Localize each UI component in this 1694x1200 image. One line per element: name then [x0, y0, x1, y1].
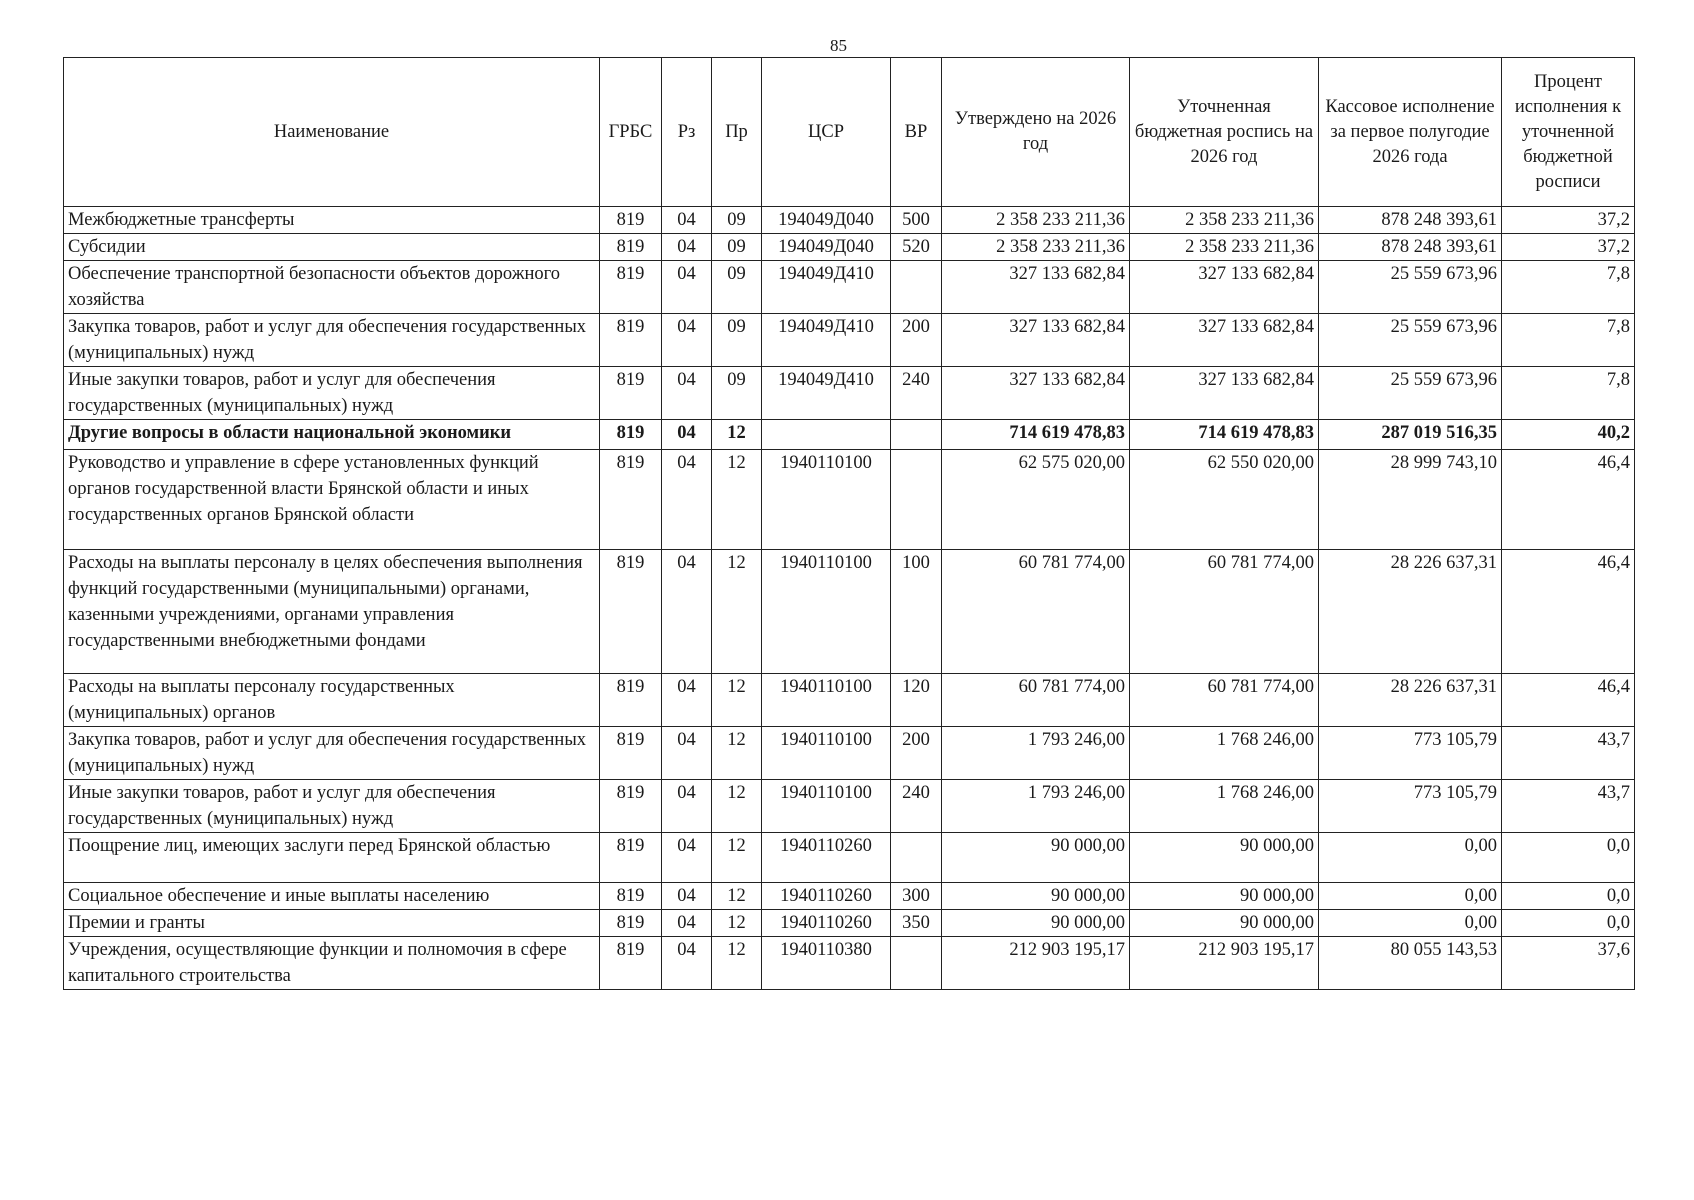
cell-percent: 7,8 [1502, 314, 1635, 367]
cell-csr: 194049Д040 [762, 207, 891, 234]
cell-vr: 350 [891, 910, 942, 937]
cell-rz: 04 [662, 550, 712, 674]
cell-cash: 878 248 393,61 [1319, 234, 1502, 261]
cell-vr: 200 [891, 727, 942, 780]
cell-refined: 2 358 233 211,36 [1130, 234, 1319, 261]
cell-rz: 04 [662, 883, 712, 910]
cell-grbs: 819 [600, 450, 662, 550]
cell-rz: 04 [662, 937, 712, 990]
cell-cash: 0,00 [1319, 833, 1502, 883]
cell-rz: 04 [662, 727, 712, 780]
cell-approved: 60 781 774,00 [942, 674, 1130, 727]
table-row [64, 367, 1635, 420]
cell-percent: 7,8 [1502, 261, 1635, 314]
cell-refined: 60 781 774,00 [1130, 550, 1319, 674]
table-row [64, 261, 1635, 314]
cell-name: Расходы на выплаты персоналу государственных (муниципальных) органов [64, 674, 600, 727]
table-row [64, 550, 1635, 674]
cell-name: Социальное обеспечение и иные выплаты населению [64, 883, 600, 910]
cell-name: Другие вопросы в области национальной экономики [64, 420, 600, 450]
cell-refined: 90 000,00 [1130, 910, 1319, 937]
cell-name: Закупка товаров, работ и услуг для обеспечения государственных (муниципальных) нужд [64, 314, 600, 367]
cell-grbs: 819 [600, 207, 662, 234]
cell-cash: 25 559 673,96 [1319, 367, 1502, 420]
cell-pr: 09 [712, 234, 762, 261]
table-row [64, 727, 1635, 780]
header-percent: Процент исполнения к уточненной бюджетной росписи [1502, 58, 1635, 207]
cell-refined: 212 903 195,17 [1130, 937, 1319, 990]
cell-vr [891, 450, 942, 550]
cell-name: Учреждения, осуществляющие функции и полномочия в сфере капитального строительства [64, 937, 600, 990]
cell-percent: 43,7 [1502, 727, 1635, 780]
cell-pr: 12 [712, 910, 762, 937]
cell-refined: 60 781 774,00 [1130, 674, 1319, 727]
cell-grbs: 819 [600, 367, 662, 420]
cell-refined: 1 768 246,00 [1130, 727, 1319, 780]
cell-approved: 2 358 233 211,36 [942, 234, 1130, 261]
cell-vr: 200 [891, 314, 942, 367]
cell-percent: 46,4 [1502, 550, 1635, 674]
cell-vr: 500 [891, 207, 942, 234]
header-pr: Пр [712, 58, 762, 207]
table-row [64, 910, 1635, 937]
cell-rz: 04 [662, 261, 712, 314]
cell-percent: 0,0 [1502, 883, 1635, 910]
cell-vr: 120 [891, 674, 942, 727]
cell-csr: 194049Д040 [762, 234, 891, 261]
header-approved: Утверждено на 2026 год [942, 58, 1130, 207]
cell-vr: 100 [891, 550, 942, 674]
table-row [64, 420, 1635, 450]
cell-rz: 04 [662, 420, 712, 450]
cell-name: Руководство и управление в сфере установленных функций органов государственной власти Брянской области и иных государственных органов Брянской области [64, 450, 600, 550]
cell-refined: 90 000,00 [1130, 833, 1319, 883]
cell-pr: 12 [712, 450, 762, 550]
cell-name: Обеспечение транспортной безопасности объектов дорожного хозяйства [64, 261, 600, 314]
cell-rz: 04 [662, 207, 712, 234]
cell-grbs: 819 [600, 550, 662, 674]
cell-refined: 2 358 233 211,36 [1130, 207, 1319, 234]
cell-grbs: 819 [600, 420, 662, 450]
header-csr: ЦСР [762, 58, 891, 207]
cell-csr: 1940110260 [762, 910, 891, 937]
table-row [64, 937, 1635, 990]
cell-csr: 194049Д410 [762, 261, 891, 314]
cell-grbs: 819 [600, 937, 662, 990]
cell-rz: 04 [662, 833, 712, 883]
cell-cash: 773 105,79 [1319, 727, 1502, 780]
cell-rz: 04 [662, 780, 712, 833]
cell-pr: 12 [712, 780, 762, 833]
cell-rz: 04 [662, 910, 712, 937]
table-row [64, 450, 1635, 550]
cell-cash: 28 226 637,31 [1319, 674, 1502, 727]
cell-grbs: 819 [600, 780, 662, 833]
cell-percent: 46,4 [1502, 674, 1635, 727]
cell-name: Иные закупки товаров, работ и услуг для обеспечения государственных (муниципальных) нужд [64, 367, 600, 420]
cell-refined: 327 133 682,84 [1130, 261, 1319, 314]
cell-percent: 7,8 [1502, 367, 1635, 420]
cell-csr: 1940110260 [762, 883, 891, 910]
cell-approved: 327 133 682,84 [942, 261, 1130, 314]
cell-cash: 878 248 393,61 [1319, 207, 1502, 234]
cell-approved: 90 000,00 [942, 833, 1130, 883]
cell-name: Поощрение лиц, имеющих заслуги перед Брянской областью [64, 833, 600, 883]
header-row [64, 58, 1635, 207]
cell-grbs: 819 [600, 883, 662, 910]
cell-name: Расходы на выплаты персоналу в целях обеспечения выполнения функций государственными (муниципальными) органами, казенными учреждениями, органами управления государственными внебюджетными фондами [64, 550, 600, 674]
cell-name: Межбюджетные трансферты [64, 207, 600, 234]
cell-vr [891, 261, 942, 314]
cell-rz: 04 [662, 674, 712, 727]
cell-rz: 04 [662, 314, 712, 367]
cell-grbs: 819 [600, 234, 662, 261]
cell-cash: 28 226 637,31 [1319, 550, 1502, 674]
cell-refined: 327 133 682,84 [1130, 314, 1319, 367]
table-row [64, 883, 1635, 910]
cell-approved: 90 000,00 [942, 910, 1130, 937]
cell-pr: 12 [712, 937, 762, 990]
header-rz: Рз [662, 58, 712, 207]
cell-vr [891, 420, 942, 450]
cell-csr: 1940110100 [762, 550, 891, 674]
cell-rz: 04 [662, 234, 712, 261]
cell-grbs: 819 [600, 910, 662, 937]
cell-pr: 12 [712, 674, 762, 727]
table-row [64, 833, 1635, 883]
header-name: Наименование [64, 58, 600, 207]
cell-refined: 90 000,00 [1130, 883, 1319, 910]
cell-vr: 300 [891, 883, 942, 910]
cell-pr: 12 [712, 833, 762, 883]
cell-approved: 1 793 246,00 [942, 780, 1130, 833]
cell-cash: 0,00 [1319, 883, 1502, 910]
cell-vr [891, 937, 942, 990]
cell-csr: 194049Д410 [762, 314, 891, 367]
cell-vr: 240 [891, 780, 942, 833]
header-vr: ВР [891, 58, 942, 207]
cell-cash: 28 999 743,10 [1319, 450, 1502, 550]
cell-approved: 714 619 478,83 [942, 420, 1130, 450]
cell-refined: 327 133 682,84 [1130, 367, 1319, 420]
cell-cash: 773 105,79 [1319, 780, 1502, 833]
cell-cash: 287 019 516,35 [1319, 420, 1502, 450]
cell-grbs: 819 [600, 833, 662, 883]
cell-grbs: 819 [600, 727, 662, 780]
cell-approved: 2 358 233 211,36 [942, 207, 1130, 234]
budget-table [63, 57, 1635, 990]
cell-refined: 1 768 246,00 [1130, 780, 1319, 833]
cell-cash: 80 055 143,53 [1319, 937, 1502, 990]
cell-percent: 0,0 [1502, 833, 1635, 883]
cell-pr: 09 [712, 207, 762, 234]
cell-cash: 25 559 673,96 [1319, 314, 1502, 367]
cell-pr: 12 [712, 883, 762, 910]
cell-vr: 520 [891, 234, 942, 261]
cell-name: Субсидии [64, 234, 600, 261]
cell-grbs: 819 [600, 314, 662, 367]
cell-percent: 37,2 [1502, 207, 1635, 234]
header-refined: Уточненная бюджетная роспись на 2026 год [1130, 58, 1319, 207]
table-row [64, 314, 1635, 367]
cell-approved: 90 000,00 [942, 883, 1130, 910]
table-body [64, 207, 1635, 990]
cell-vr [891, 833, 942, 883]
page-number: 85 [830, 36, 847, 55]
cell-approved: 62 575 020,00 [942, 450, 1130, 550]
cell-approved: 212 903 195,17 [942, 937, 1130, 990]
cell-csr: 1940110260 [762, 833, 891, 883]
cell-approved: 327 133 682,84 [942, 367, 1130, 420]
cell-refined: 62 550 020,00 [1130, 450, 1319, 550]
header-cash: Кассовое исполнение за первое полугодие 2026 года [1319, 58, 1502, 207]
cell-pr: 12 [712, 550, 762, 674]
cell-percent: 0,0 [1502, 910, 1635, 937]
cell-cash: 25 559 673,96 [1319, 261, 1502, 314]
cell-csr: 194049Д410 [762, 367, 891, 420]
table-row [64, 780, 1635, 833]
cell-csr: 1940110100 [762, 780, 891, 833]
cell-csr: 1940110100 [762, 450, 891, 550]
cell-percent: 43,7 [1502, 780, 1635, 833]
table-row [64, 207, 1635, 234]
table-row [64, 234, 1635, 261]
cell-pr: 09 [712, 314, 762, 367]
cell-vr: 240 [891, 367, 942, 420]
cell-grbs: 819 [600, 261, 662, 314]
cell-pr: 09 [712, 367, 762, 420]
cell-csr [762, 420, 891, 450]
cell-percent: 46,4 [1502, 450, 1635, 550]
cell-grbs: 819 [600, 674, 662, 727]
cell-rz: 04 [662, 367, 712, 420]
cell-cash: 0,00 [1319, 910, 1502, 937]
cell-name: Иные закупки товаров, работ и услуг для обеспечения государственных (муниципальных) нужд [64, 780, 600, 833]
cell-pr: 12 [712, 727, 762, 780]
cell-pr: 09 [712, 261, 762, 314]
cell-percent: 40,2 [1502, 420, 1635, 450]
header-grbs: ГРБС [600, 58, 662, 207]
cell-pr: 12 [712, 420, 762, 450]
cell-approved: 60 781 774,00 [942, 550, 1130, 674]
cell-name: Закупка товаров, работ и услуг для обеспечения государственных (муниципальных) нужд [64, 727, 600, 780]
cell-rz: 04 [662, 450, 712, 550]
cell-csr: 1940110380 [762, 937, 891, 990]
cell-refined: 714 619 478,83 [1130, 420, 1319, 450]
cell-approved: 1 793 246,00 [942, 727, 1130, 780]
cell-csr: 1940110100 [762, 674, 891, 727]
cell-name: Премии и гранты [64, 910, 600, 937]
cell-csr: 1940110100 [762, 727, 891, 780]
cell-approved: 327 133 682,84 [942, 314, 1130, 367]
cell-percent: 37,6 [1502, 937, 1635, 990]
table-row [64, 674, 1635, 727]
cell-percent: 37,2 [1502, 234, 1635, 261]
